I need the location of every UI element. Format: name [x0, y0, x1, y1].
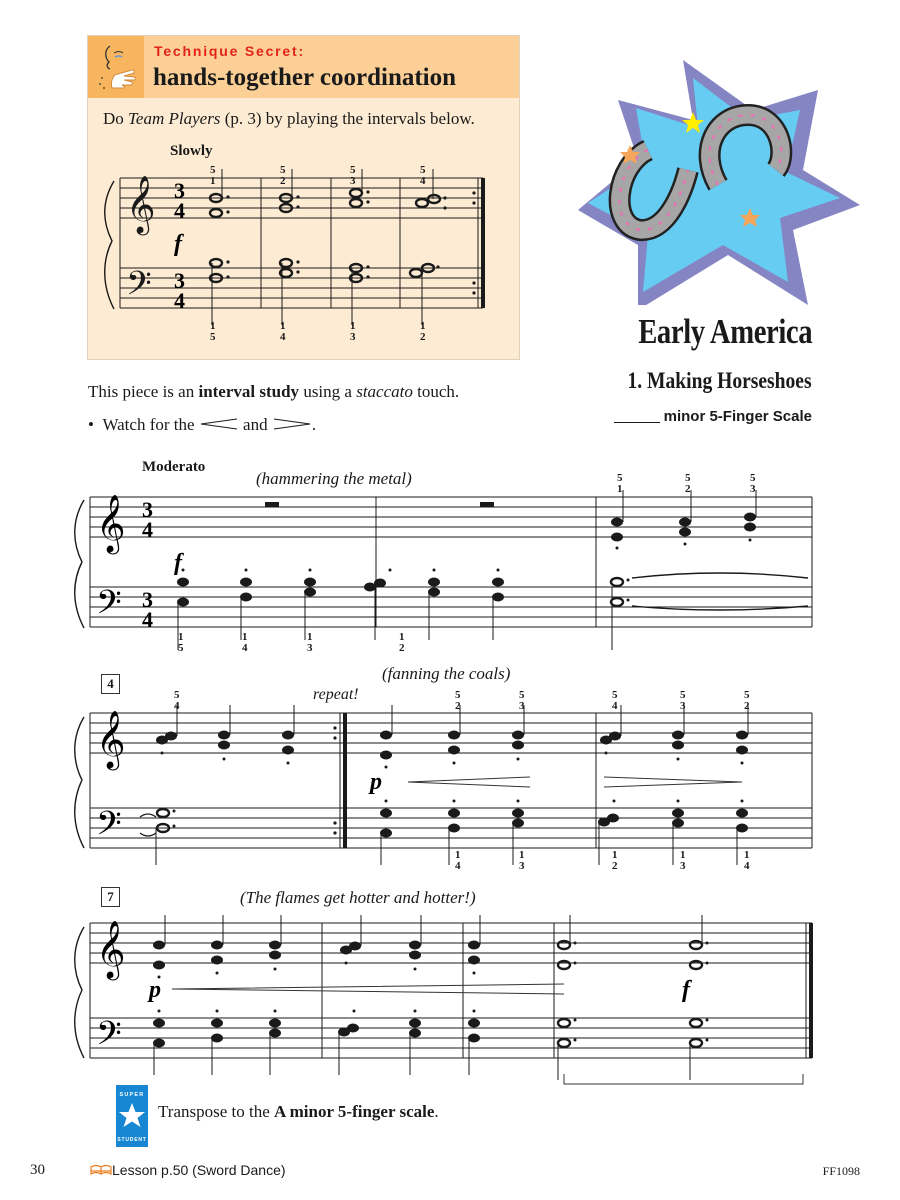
score-system-1 — [70, 490, 830, 660]
system3-instruction: (The flames get hotter and hotter!) — [240, 888, 476, 907]
svg-text:3: 3 — [174, 178, 185, 203]
unit-title: Early America — [638, 312, 812, 351]
svg-text:4: 4 — [142, 517, 153, 542]
svg-text:3: 3 — [142, 497, 153, 522]
bullet-prefix: Watch for the — [102, 415, 199, 434]
bullet-symbol: • — [88, 415, 94, 434]
intro-text — [88, 382, 459, 402]
bullet-middle: and — [238, 415, 272, 434]
rh-fingering: 5 2 — [685, 472, 691, 495]
svg-text:𝄞: 𝄞 — [96, 920, 126, 978]
rh-fingering: 5 2 — [455, 689, 461, 712]
instruction-prefix: Do — [103, 109, 129, 128]
star-icon — [116, 1085, 148, 1147]
bullet-tip — [88, 415, 316, 435]
scale-blank-line[interactable] — [614, 422, 660, 423]
lh-fingering: 1 4 — [280, 320, 286, 343]
face-hand-icon — [88, 36, 144, 98]
measure-number — [101, 887, 120, 907]
rh-fingering: 5 2 — [280, 164, 286, 187]
svg-text:𝄞: 𝄞 — [96, 710, 126, 768]
lh-fingering: 1 2 — [420, 320, 426, 343]
scale-heading — [614, 408, 812, 425]
transpose-suffix: . — [434, 1102, 439, 1121]
svg-text:SUPER: SUPER — [119, 1092, 145, 1098]
rh-fingering: 5 1 — [210, 164, 216, 187]
technique-secret-box — [87, 35, 520, 360]
rh-fingering: 5 4 — [420, 164, 426, 187]
horseshoes-illustration — [578, 60, 860, 305]
svg-text:𝄢: 𝄢 — [96, 584, 122, 630]
svg-text:𝄞: 𝄞 — [126, 175, 156, 233]
svg-text:4: 4 — [174, 288, 185, 313]
instruction-piece-title: Team Players — [128, 109, 221, 128]
svg-text:STUDENT: STUDENT — [117, 1137, 147, 1143]
technique-exercise-staff — [88, 161, 519, 361]
technique-title: hands-together coordination — [153, 64, 457, 91]
lh-fingering: 1 5 — [178, 631, 184, 654]
piece-title: 1. Making Horseshoes — [627, 368, 812, 393]
intro-prefix: This piece is an — [88, 382, 199, 401]
system1-instruction: (hammering the metal) — [256, 469, 412, 488]
intro-bold: interval study — [198, 382, 300, 401]
super-student-badge — [116, 1085, 148, 1147]
svg-text:𝄢: 𝄢 — [96, 805, 122, 851]
technique-instruction — [103, 109, 475, 129]
rh-fingering: 5 2 — [744, 689, 750, 712]
technique-tempo: Slowly — [170, 143, 213, 159]
transpose-instruction — [158, 1102, 439, 1122]
technique-header — [88, 36, 519, 98]
lh-fingering: 1 3 — [519, 849, 525, 872]
lh-fingering: 1 3 — [680, 849, 686, 872]
intro-italic: staccato — [356, 382, 413, 401]
score-tempo: Moderato — [142, 459, 206, 475]
lesson-reference[interactable] — [90, 1162, 286, 1178]
svg-text:p: p — [149, 977, 161, 1003]
bracket-line — [564, 1074, 803, 1084]
measure-number — [101, 674, 120, 694]
decrescendo-icon — [272, 418, 312, 430]
svg-text:p: p — [370, 769, 382, 795]
lesson-reference-text: Lesson p.50 (Sword Dance) — [112, 1162, 286, 1178]
measure-number-4: 4 — [101, 674, 120, 694]
svg-text:3: 3 — [174, 268, 185, 293]
page-number: 30 — [30, 1162, 45, 1178]
catalog-code: FF1098 — [822, 1164, 860, 1178]
rh-fingering: 5 4 — [612, 689, 618, 712]
svg-text:𝄞: 𝄞 — [96, 494, 126, 552]
book-icon — [90, 1164, 112, 1176]
lh-fingering: 1 3 — [350, 320, 356, 343]
svg-text:f: f — [682, 977, 690, 1003]
intro-suffix: touch. — [412, 382, 460, 401]
transpose-bold: A minor 5-finger scale — [274, 1102, 435, 1121]
lh-fingering: 1 5 — [210, 320, 216, 343]
svg-text:f: f — [174, 231, 182, 257]
crescendo-icon — [199, 418, 239, 430]
intro-middle: using a — [299, 382, 357, 401]
lh-fingering: 1 2 — [399, 631, 405, 654]
rh-fingering: 5 3 — [680, 689, 686, 712]
svg-text:𝄢: 𝄢 — [126, 265, 152, 311]
bullet-suffix: . — [311, 415, 317, 434]
technique-label: Technique Secret: — [154, 43, 305, 59]
rh-fingering: 5 4 — [174, 689, 180, 712]
rh-fingering: 5 3 — [750, 472, 756, 495]
svg-text:f: f — [174, 550, 182, 576]
svg-text:𝄢: 𝄢 — [96, 1015, 122, 1061]
svg-text:4: 4 — [174, 198, 185, 223]
lh-fingering: 1 4 — [744, 849, 750, 872]
lh-fingering: 1 2 — [612, 849, 618, 872]
rh-fingering: 5 3 — [519, 689, 525, 712]
rh-fingering: 5 3 — [350, 164, 356, 187]
scale-label: minor 5-Finger Scale — [663, 408, 812, 425]
svg-text:4: 4 — [142, 607, 153, 632]
lh-fingering: 1 4 — [242, 631, 248, 654]
instruction-suffix: (p. 3) by playing the intervals below. — [220, 109, 475, 128]
score-system-3 — [70, 915, 830, 1090]
lh-fingering: 1 4 — [455, 849, 461, 872]
system2-instruction: (fanning the coals) — [382, 664, 511, 683]
svg-text:3: 3 — [142, 587, 153, 612]
lh-fingering: 1 3 — [307, 631, 313, 654]
repeat-text: repeat! — [313, 686, 359, 703]
score-system-2 — [70, 705, 830, 865]
measure-number-7: 7 — [101, 887, 120, 907]
rh-fingering: 5 1 — [617, 472, 623, 495]
transpose-prefix: Transpose to the — [158, 1102, 275, 1121]
